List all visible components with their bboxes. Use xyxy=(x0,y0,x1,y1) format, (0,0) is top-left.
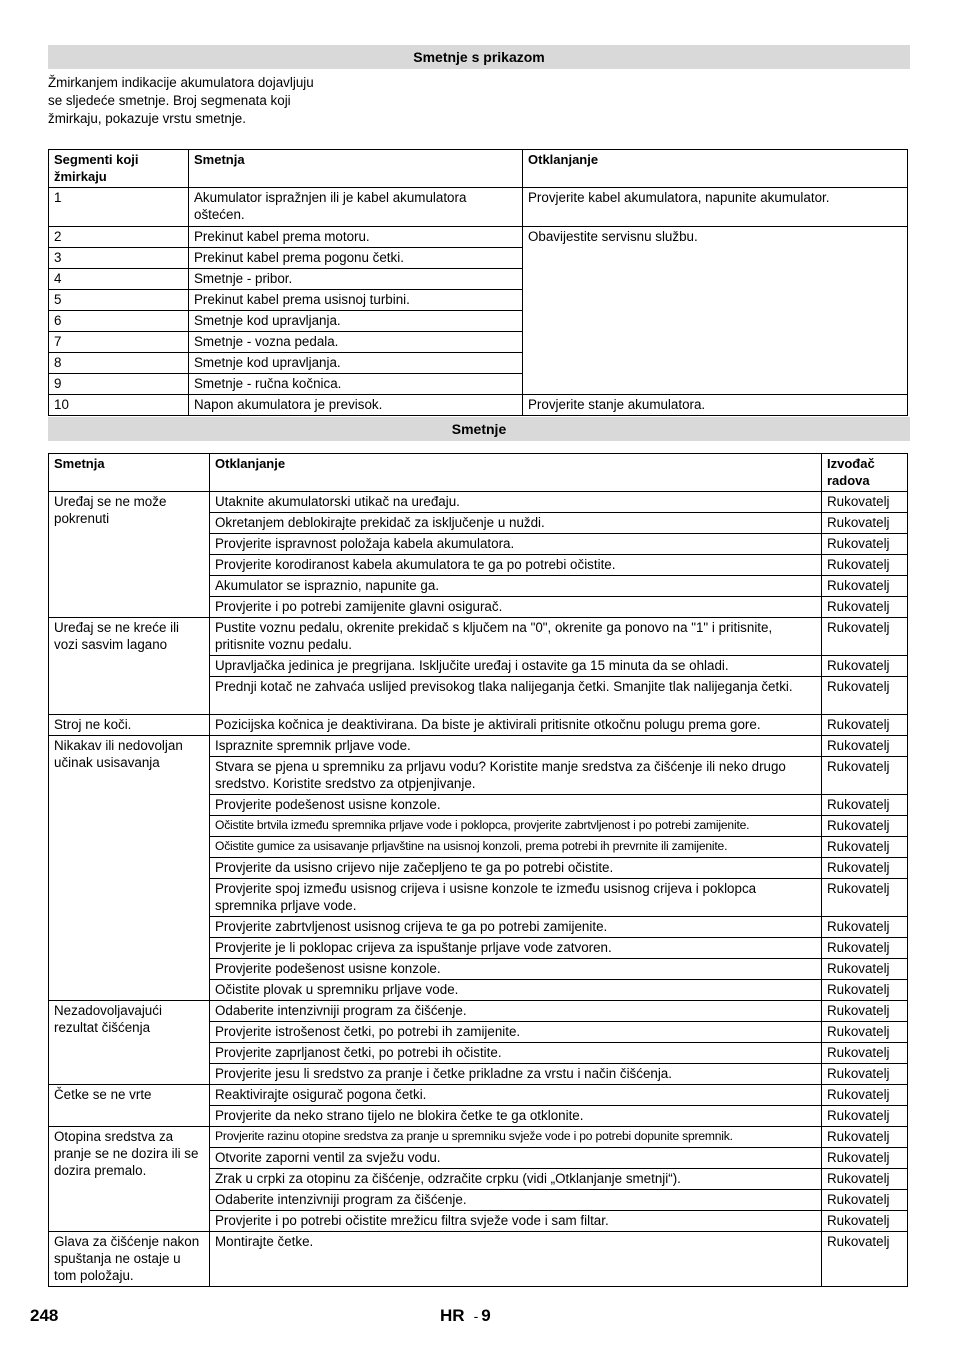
remedy-cell: Provjerite zabrtvljenost usisnog crijeva te ga po potrebi zamijenite. xyxy=(210,917,822,938)
remedy-cell: Ispraznite spremnik prljave vode. xyxy=(210,736,822,757)
remedy-cell: Pustite voznu pedalu, okrenite prekidač s ključem na "0", okrenite ga ponovo na "1" i pritisnite, pritisnite voznu pedalu. xyxy=(210,618,822,656)
fault-cell: Prekinut kabel prema pogonu četki. xyxy=(189,248,523,269)
remedy-cell: Provjerite kabel akumulatora, napunite akumulator. xyxy=(523,188,908,227)
remedy-cell: Utaknite akumulatorski utikač na uređaju. xyxy=(210,492,822,513)
remedy-cell: Odaberite intenzivniji program za čišćenje. xyxy=(210,1001,822,1022)
remedy-cell: Provjerite stanje akumulatora. xyxy=(523,395,908,416)
performer-cell: Rukovatelj xyxy=(822,917,908,938)
segment-count: 8 xyxy=(49,353,189,374)
performer-cell: Rukovatelj xyxy=(822,879,908,917)
remedy-cell: Odaberite intenzivniji program za čišćenje. xyxy=(210,1190,822,1211)
intro-text: Žmirkanjem indikacije akumulatora dojavljuju se sljedeće smetnje. Broj segmenata koji žmirkaju, pokazuje vrstu smetnje. xyxy=(48,75,314,126)
segment-count: 3 xyxy=(49,248,189,269)
fault-cell: Smetnje - pribor. xyxy=(189,269,523,290)
col-header-fault: Smetnja xyxy=(49,454,210,492)
remedy-cell: Provjerite da neko strano tijelo ne blokira četke te ga otklonite. xyxy=(210,1106,822,1127)
col-header-performer: Izvođač radova xyxy=(822,454,908,492)
remedy-cell: Provjerite i po potrebi zamijenite glavni osigurač. xyxy=(210,597,822,618)
performer-cell: Rukovatelj xyxy=(822,618,908,656)
performer-cell: Rukovatelj xyxy=(822,816,908,837)
fault-cell: Nezadovoljavajući rezultat čišćenja xyxy=(49,1001,210,1085)
performer-cell: Rukovatelj xyxy=(822,1043,908,1064)
segment-count: 6 xyxy=(49,311,189,332)
sub-page-number: 9 xyxy=(481,1306,491,1325)
fault-cell: Otopina sredstva za pranje se ne dozira ili se dozira premalo. xyxy=(49,1127,210,1232)
performer-cell: Rukovatelj xyxy=(822,858,908,879)
performer-cell: Rukovatelj xyxy=(822,1148,908,1169)
remedy-cell: Okretanjem deblokirajte prekidač za isključenje u nuždi. xyxy=(210,513,822,534)
remedy-cell: Provjerite zaprljanost četki, po potrebi ih očistite. xyxy=(210,1043,822,1064)
col-header-remedy: Otklanjanje xyxy=(210,454,822,492)
performer-cell: Rukovatelj xyxy=(822,736,908,757)
fault-cell: Smetnje kod upravljanja. xyxy=(189,353,523,374)
performer-cell: Rukovatelj xyxy=(822,1085,908,1106)
fault-cell: Glava za čišćenje nakon spuštanja ne ostaje u tom položaju. xyxy=(49,1232,210,1287)
remedy-cell: Provjerite jesu li sredstvo za pranje i četke prikladne za vrstu i način čišćenja. xyxy=(210,1064,822,1085)
remedy-cell: Provjerite razinu otopine sredstva za pranje u spremniku svježe vode i po potrebi dopunite spremnik. xyxy=(210,1127,822,1148)
col-header-fault: Smetnja xyxy=(189,150,523,188)
language-label: HR xyxy=(440,1306,465,1325)
remedy-cell: Provjerite podešenost usisne konzole. xyxy=(210,959,822,980)
performer-cell: Rukovatelj xyxy=(822,757,908,795)
performer-cell: Rukovatelj xyxy=(822,795,908,816)
fault-cell: Nikakav ili nedovoljan učinak usisavanja xyxy=(49,736,210,1001)
remedy-cell: Montirajte četke. xyxy=(210,1232,822,1287)
table-row xyxy=(49,715,908,736)
performer-cell: Rukovatelj xyxy=(822,715,908,736)
segment-count: 1 xyxy=(49,188,189,227)
performer-cell: Rukovatelj xyxy=(822,1211,908,1232)
fault-cell: Stroj ne koči. xyxy=(49,715,210,736)
performer-cell: Rukovatelj xyxy=(822,1064,908,1085)
remedy-cell: Provjerite korodiranost kabela akumulatora te ga po potrebi očistite. xyxy=(210,555,822,576)
performer-cell: Rukovatelj xyxy=(822,980,908,1001)
fault-cell: Četke se ne vrte xyxy=(49,1085,210,1127)
performer-cell: Rukovatelj xyxy=(822,1190,908,1211)
table-row xyxy=(49,395,908,416)
section-title-faults: Smetnje xyxy=(48,417,910,441)
remedy-cell: Upravljačka jedinica je pregrijana. Isključite uređaj i ostavite ga 15 minuta da se ohladi. xyxy=(210,656,822,677)
segment-count: 2 xyxy=(49,227,189,248)
performer-cell: Rukovatelj xyxy=(822,1169,908,1190)
performer-cell: Rukovatelj xyxy=(822,1001,908,1022)
remedy-cell: Očistite plovak u spremniku prljave vode. xyxy=(210,980,822,1001)
remedy-cell: Očistite brtvila između spremnika prljave vode i poklopca, provjerite zabrtvljenost i po potrebi zamijenite. xyxy=(210,816,822,837)
performer-cell: Rukovatelj xyxy=(822,959,908,980)
performer-cell: Rukovatelj xyxy=(822,1106,908,1127)
remedy-cell: Provjerite istrošenost četki, po potrebi ih zamijenite. xyxy=(210,1022,822,1043)
segment-count: 9 xyxy=(49,374,189,395)
fault-cell: Napon akumulatora je previsok. xyxy=(189,395,523,416)
fault-cell: Akumulator ispražnjen ili je kabel akumulatora oštećen. xyxy=(189,188,523,227)
remedy-cell: Zrak u crpki za otopinu za čišćenje, odzračite crpku (vidi „Otklanjanje smetnji“). xyxy=(210,1169,822,1190)
remedy-cell: Pozicijska kočnica je deaktivirana. Da biste je aktivirali pritisnite otkočnu polugu prema gore. xyxy=(210,715,822,736)
remedy-cell: Obavijestite servisnu službu. xyxy=(523,227,908,395)
table-row xyxy=(49,227,908,248)
fault-cell: Uređaj se ne kreće ili vozi sasvim lagano xyxy=(49,618,210,715)
performer-cell: Rukovatelj xyxy=(822,656,908,677)
performer-cell: Rukovatelj xyxy=(822,492,908,513)
fault-cell: Prekinut kabel prema motoru. xyxy=(189,227,523,248)
remedy-cell: Očistite gumice za usisavanje prljavštine na usisnoj konzoli, prema potrebi ih prevrnite ili zamijenite. xyxy=(210,837,822,858)
remedy-cell: Provjerite je li poklopac crijeva za ispuštanje prljave vode zatvoren. xyxy=(210,938,822,959)
table-row xyxy=(49,736,908,757)
col-header-remedy: Otklanjanje xyxy=(523,150,908,188)
remedy-cell: Provjerite i po potrebi očistite mrežicu filtra svježe vode i sam filtar. xyxy=(210,1211,822,1232)
col-header-segments: Segmenti koji žmirkaju xyxy=(49,150,189,188)
segment-count: 7 xyxy=(49,332,189,353)
page-number: 248 xyxy=(30,1306,59,1325)
display-faults-table xyxy=(48,149,908,416)
segment-count: 4 xyxy=(49,269,189,290)
remedy-cell: Otvorite zaporni ventil za svježu vodu. xyxy=(210,1148,822,1169)
table-row xyxy=(49,188,908,227)
performer-cell: Rukovatelj xyxy=(822,1127,908,1148)
segment-count: 5 xyxy=(49,290,189,311)
table-row xyxy=(49,618,908,656)
table-row xyxy=(49,1001,908,1022)
separator: - xyxy=(473,1308,479,1324)
fault-cell: Smetnje kod upravljanja. xyxy=(189,311,523,332)
performer-cell: Rukovatelj xyxy=(822,677,908,715)
remedy-cell: Stvara se pjena u spremniku za prljavu vodu? Koristite manje sredstva za čišćenje ili neko drugo sredstvo. Koristite sredstvo za otpjenjivanje. xyxy=(210,757,822,795)
remedy-cell: Akumulator se ispraznio, napunite ga. xyxy=(210,576,822,597)
segment-count: 10 xyxy=(49,395,189,416)
performer-cell: Rukovatelj xyxy=(822,1232,908,1287)
remedy-cell: Reaktivirajte osigurač pogona četki. xyxy=(210,1085,822,1106)
remedy-cell: Provjerite podešenost usisne konzole. xyxy=(210,795,822,816)
fault-cell: Uređaj se ne može pokrenuti xyxy=(49,492,210,618)
fault-cell: Smetnje - vozna pedala. xyxy=(189,332,523,353)
remedy-cell: Prednji kotač ne zahvaća uslijed previsokog tlaka nalijeganja četki. Smanjite tlak nalijeganja četki. xyxy=(210,677,822,715)
performer-cell: Rukovatelj xyxy=(822,534,908,555)
table-row xyxy=(49,492,908,513)
remedy-cell: Provjerite ispravnost položaja kabela akumulatora. xyxy=(210,534,822,555)
performer-cell: Rukovatelj xyxy=(822,555,908,576)
fault-cell: Prekinut kabel prema usisnoj turbini. xyxy=(189,290,523,311)
remedy-cell: Provjerite da usisno crijevo nije začepljeno te ga po potrebi očistite. xyxy=(210,858,822,879)
faults-table xyxy=(48,453,908,1287)
table-row xyxy=(49,1085,908,1106)
table-row xyxy=(49,1232,908,1287)
performer-cell: Rukovatelj xyxy=(822,938,908,959)
table-row xyxy=(49,1127,908,1148)
performer-cell: Rukovatelj xyxy=(822,576,908,597)
performer-cell: Rukovatelj xyxy=(822,597,908,618)
performer-cell: Rukovatelj xyxy=(822,513,908,534)
remedy-cell: Provjerite spoj između usisnog crijeva i usisne konzole te između usisnog crijeva i poklopca spremnika prljave vode. xyxy=(210,879,822,917)
fault-cell: Smetnje - ručna kočnica. xyxy=(189,374,523,395)
performer-cell: Rukovatelj xyxy=(822,837,908,858)
section-title-display-faults: Smetnje s prikazom xyxy=(48,45,910,69)
language-code xyxy=(440,1306,491,1326)
performer-cell: Rukovatelj xyxy=(822,1022,908,1043)
